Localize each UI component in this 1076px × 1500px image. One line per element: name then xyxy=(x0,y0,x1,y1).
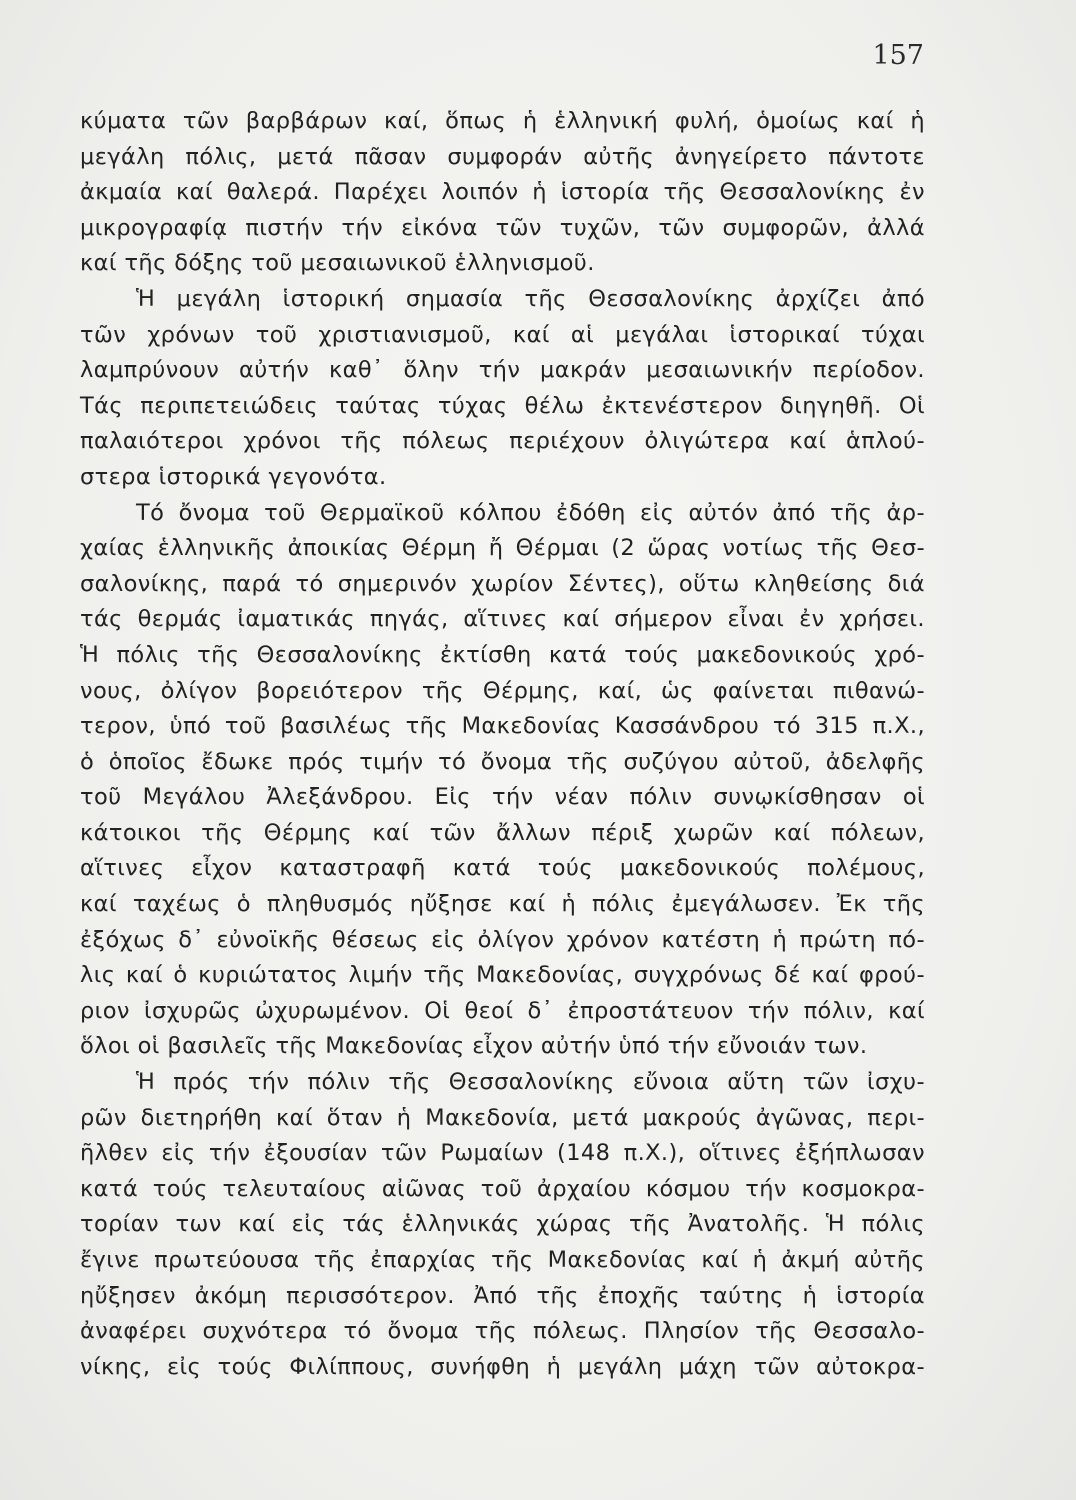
text-line: ἐξόχως δ᾽ εὐνοϊκῆς θέσεως εἰς ὀλίγον χρόνον κατέστη ἡ πρώτη πό- xyxy=(80,926,925,953)
text-line: νίκης, εἰς τούς Φιλίππους, συνήφθη ἡ μεγάλη μάχη τῶν αὐτοκρα- xyxy=(80,1353,925,1380)
text-line: τῶν χρόνων τοῦ χριστιανισμοῦ, καί αἱ μεγάλαι ἱστορικαί τύχαι xyxy=(80,321,925,348)
text-line: κατά τούς τελευταίους αἰῶνας τοῦ ἀρχαίου κόσμου τήν κοσμοκρα- xyxy=(80,1175,925,1202)
page-number: 157 xyxy=(872,40,924,71)
text-line: μικρογραφίᾳ πιστήν τήν εἰκόνα τῶν τυχῶν, τῶν συμφορῶν, ἀλλά xyxy=(80,214,925,241)
text-line: ριον ἰσχυρῶς ὠχυρωμένον. Οἱ θεοί δ᾽ ἐπροστάτευον τήν πόλιν, καί xyxy=(80,997,925,1024)
text-line: χαίας ἑλληνικῆς ἀποικίας Θέρμη ἤ Θέρμαι (2 ὥρας νοτίως τῆς Θεσ- xyxy=(80,535,925,562)
text-line: ηὔξησεν ἀκόμη περισσότερον. Ἀπό τῆς ἐποχῆς ταύτης ἡ ἱστορία xyxy=(80,1282,925,1309)
body-text xyxy=(80,104,925,1385)
text-line: ἀναφέρει συχνότερα τό ὄνομα τῆς πόλεως. Πλησίον τῆς Θεσσαλο- xyxy=(80,1318,925,1345)
text-line: Ἡ πόλις τῆς Θεσσαλονίκης ἐκτίσθη κατά τούς μακεδονικούς χρό- xyxy=(80,641,925,668)
text-line: κάτοικοι τῆς Θέρμης καί τῶν ἄλλων πέριξ χωρῶν καί πόλεων, xyxy=(80,819,925,846)
text-line: ὁ ὁποῖος ἔδωκε πρός τιμήν τό ὄνομα τῆς συζύγου αὐτοῦ, ἀδελφῆς xyxy=(80,748,925,775)
text-line: λαμπρύνουν αὐτήν καθ᾽ ὅλην τήν μακράν μεσαιωνικήν περίοδον. xyxy=(80,357,925,384)
text-line: τοῦ Μεγάλου Ἀλεξάνδρου. Εἰς τήν νέαν πόλιν συνῳκίσθησαν οἱ xyxy=(80,784,925,811)
text-line: ὅλοι οἱ βασιλεῖς τῆς Μακεδονίας εἶχον αὐτήν ὑπό τήν εὔνοιάν των. xyxy=(80,1033,868,1060)
text-line: Τό ὄνομα τοῦ Θερμαϊκοῦ κόλπου ἐδόθη εἰς αὐτόν ἀπό τῆς ἀρ- xyxy=(136,499,925,526)
text-line: στερα ἱστορικά γεγονότα. xyxy=(80,463,387,490)
text-line: ῆλθεν εἰς τήν ἐξουσίαν τῶν Ρωμαίων (148 π.Χ.), οἵτινες ἐξήπλωσαν xyxy=(80,1140,925,1167)
text-line: σαλονίκης, παρά τό σημερινόν χωρίον Σέντες), οὕτω κληθείσης διά xyxy=(80,570,925,597)
text-line: Τάς περιπετειώδεις ταύτας τύχας θέλω ἐκτενέστερον διηγηθῆ. Οἱ xyxy=(80,392,925,419)
text-line: τορίαν των καί εἰς τάς ἑλληνικάς χώρας τῆς Ἀνατολῆς. Ἡ πόλις xyxy=(80,1211,925,1238)
text-line: λις καί ὁ κυριώτατος λιμήν τῆς Μακεδονίας, συγχρόνως δέ καί φρού- xyxy=(80,962,925,989)
text-line: κύματα τῶν βαρβάρων καί, ὅπως ἡ ἑλληνική φυλή, ὁμοίως καί ἡ xyxy=(80,108,925,134)
text-line: νους, ὀλίγον βορειότερον τῆς Θέρμης, καί, ὡς φαίνεται πιθανώ- xyxy=(80,677,925,704)
text-line: ρῶν διετηρήθη καί ὅταν ἡ Μακεδονία, μετά μακρούς ἀγῶνας, περι- xyxy=(80,1104,925,1131)
text-line: ἀκμαία καί θαλερά. Παρέχει λοιπόν ἡ ἱστορία τῆς Θεσσαλονίκης ἐν xyxy=(80,179,925,206)
text-line: ἔγινε πρωτεύουσα τῆς ἐπαρχίας τῆς Μακεδονίας καί ἡ ἀκμή αὐτῆς xyxy=(80,1247,925,1273)
text-line: παλαιότεροι χρόνοι τῆς πόλεως περιέχουν ὀλιγώτερα καί ἁπλού- xyxy=(80,428,925,455)
text-line: αἵτινες εἶχον καταστραφῆ κατά τούς μακεδονικούς πολέμους, xyxy=(80,855,925,882)
text-line: Ἡ μεγάλη ἱστορική σημασία τῆς Θεσσαλονίκης ἀρχίζει ἀπό xyxy=(136,285,925,312)
text-line: καί τῆς δόξης τοῦ μεσαιωνικοῦ ἑλληνισμοῦ. xyxy=(80,250,595,277)
text-line: καί ταχέως ὁ πληθυσμός ηὔξησε καί ἡ πόλις ἐμεγάλωσεν. Ἐκ τῆς xyxy=(80,891,925,918)
text-line: τάς θερμάς ἰαματικάς πηγάς, αἵτινες καί σήμερον εἶναι ἐν χρήσει. xyxy=(80,606,925,633)
text-line: Ἡ πρός τήν πόλιν τῆς Θεσσαλονίκης εὔνοια αὕτη τῶν ἰσχυ- xyxy=(136,1069,925,1096)
text-line: μεγάλη πόλις, μετά πᾶσαν συμφοράν αὐτῆς ἀνηγείρετο πάντοτε xyxy=(80,143,925,170)
text-line: τερον, ὑπό τοῦ βασιλέως τῆς Μακεδονίας Κασσάνδρου τό 315 π.Χ., xyxy=(80,713,925,740)
